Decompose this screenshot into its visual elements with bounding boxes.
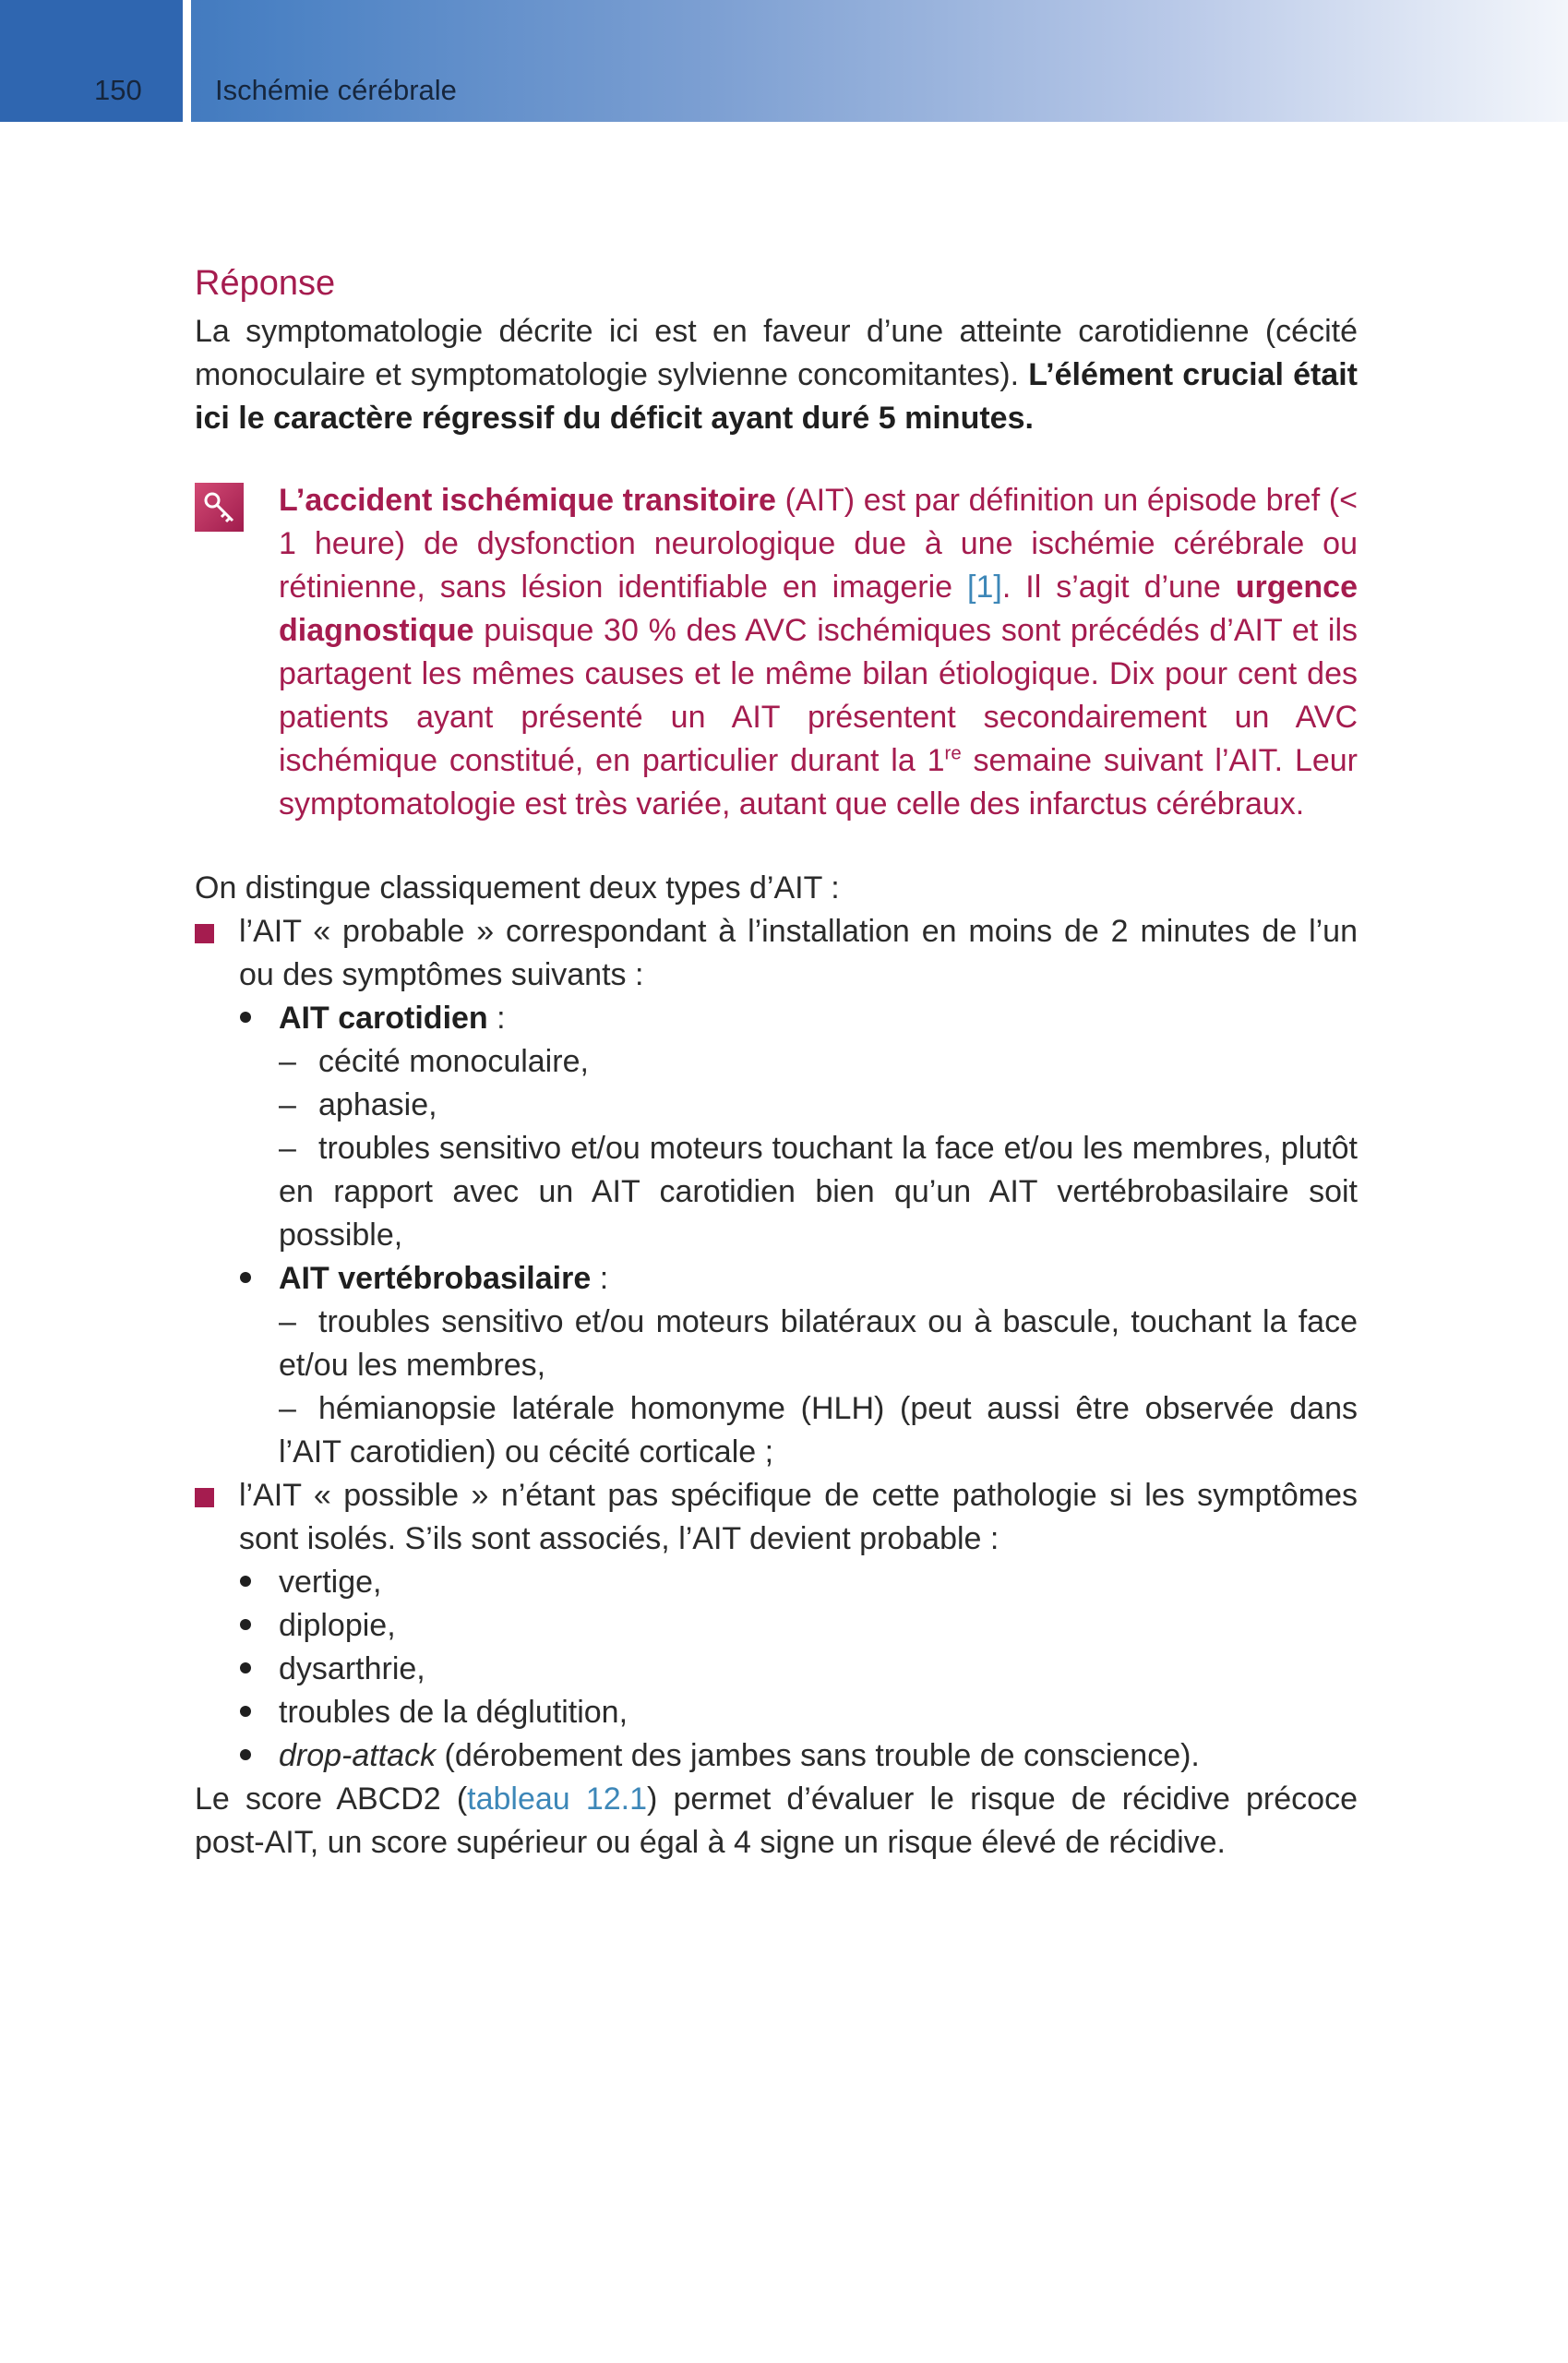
carotid-suffix: : [487,1001,506,1036]
list-item [279,1084,1358,1127]
probable-sublist [195,997,1358,1474]
list-item-carotid [279,997,1358,1257]
dash-icon: – [279,1131,296,1166]
symptom-text: cécité monoculaire, [318,1044,589,1079]
page-content [195,260,1358,1865]
bullet-dot-icon [240,1706,251,1717]
keypoint-box [195,479,1358,826]
response-bold-text: L’élément crucial était ici le caractère régressif du déficit ayant duré 5 minutes. [195,357,1358,436]
vertebro-label: AIT vertébrobasilaire [279,1261,592,1296]
symptom-text: vertige, [279,1565,382,1600]
list-item [279,1387,1358,1474]
list-item [279,1301,1358,1387]
bullet-dot-icon [240,1272,251,1283]
keypoint-emphasis: urgence diagnostique [279,570,1358,648]
list-item [279,1604,1358,1648]
square-bullet-icon [195,924,214,943]
keypoint-text-4: semaine suivant l’AIT. Leur symptomatologie est très variée, autant que celle des infarctus cérébraux. [279,743,1358,822]
possible-text [239,1474,1358,1561]
list-item [279,1127,1358,1257]
section-heading-response: Réponse [195,264,336,303]
list-item [279,1040,1358,1084]
list-item [279,1734,1358,1778]
bullet-dot-icon [240,1576,251,1587]
probable-text-content: l’AIT « probable » correspondant à l’installation en moins de 2 minutes de l’un ou des symptômes suivants : [239,914,1358,992]
probable-text [239,910,1358,997]
list-item [279,1648,1358,1691]
abcd2-paragraph [195,1778,1358,1865]
page-number: 150 [0,0,183,122]
list-item [279,1691,1358,1734]
dash-icon: – [279,1391,296,1426]
list-item-possible [195,1474,1358,1561]
bullet-dot-icon [240,1619,251,1630]
list-item [279,1561,1358,1604]
bullet-dot-icon [240,1662,251,1673]
keypoint-paragraph [279,479,1358,826]
symptom-text: (dérobement des jambes sans trouble de conscience). [436,1738,1200,1773]
bullet-dot-icon [240,1749,251,1760]
abcd2-text-1: Le score ABCD2 ( [195,1781,468,1817]
response-text: La symptomatologie décrite ici est en faveur d’une atteinte carotidienne (cécité monoculaire et symptomatologie sylvienne concomitantes). [195,314,1358,392]
symptom-text: hémianopsie latérale homonyme (HLH) (peut aussi être observée dans l’AIT carotidien) ou cécité corticale ; [279,1391,1358,1469]
drop-attack-term: drop-attack [279,1738,437,1773]
types-intro: On distingue classiquement deux types d’AIT : [195,870,840,906]
symptom-text: troubles sensitivo et/ou moteurs touchant la face et/ou les membres, plutôt en rapport avec un AIT carotidien bien qu’un AIT vertébrobasilaire soit possible, [279,1131,1358,1253]
keypoint-text-3: puisque 30 % des AVC ischémiques sont précédés d’AIT et ils partagent les mêmes causes et le même bilan étiologique. Dix pour cent des patients ayant présenté un AIT présentent secondairement un AVC ischémique constitué, en particulier durant la 1 [279,613,1358,778]
dash-icon: – [279,1304,296,1339]
reference-link[interactable]: [1] [967,570,1002,605]
dash-icon: – [279,1087,296,1122]
keypoint-text-1: (AIT) est par définition un épisode bref (< 1 heure) de dysfonction neurologique due à une ischémie cérébrale ou rétinienne, sans lésion identifiable en imagerie [279,483,1358,605]
keypoint-text-2: . Il s’agit d’une [1001,570,1236,605]
abcd2-text-2: ) permet d’évaluer le risque de récidive précoce post-AIT, un score supérieur ou égal à 4 signe un risque élevé de récidive. [195,1781,1358,1860]
table-reference-link[interactable]: tableau 12.1 [467,1781,647,1817]
symptom-text: dysarthrie, [279,1651,425,1686]
carotid-symptoms [279,1040,1358,1257]
possible-text-content: l’AIT « possible » n’étant pas spécifique de cette pathologie si les symptômes sont isolés. S’ils sont associés, l’AIT devient probable : [239,1478,1358,1556]
keypoint-term: L’accident ischémique transitoire [279,483,776,518]
vertebro-suffix: : [591,1261,609,1296]
list-item-vertebrobasilar [279,1257,1358,1474]
symptom-text: troubles de la déglutition, [279,1695,628,1730]
symptom-text: aphasie, [318,1087,437,1122]
symptom-text: troubles sensitivo et/ou moteurs bilatéraux ou à bascule, touchant la face et/ou les membres, [279,1304,1358,1383]
running-title: Ischémie cérébrale [215,74,457,106]
list-item-probable [195,910,1358,997]
square-bullet-icon [195,1488,214,1507]
key-icon [195,483,244,532]
running-header [0,0,1568,122]
symptom-text: diplopie, [279,1608,396,1643]
bullet-dot-icon [240,1012,251,1023]
dash-icon: – [279,1044,296,1079]
carotid-label: AIT carotidien [279,1001,488,1036]
vertebro-symptoms [279,1301,1358,1474]
header-divider [183,0,191,122]
ordinal-superscript: re [944,743,962,764]
possible-sublist [195,1561,1358,1778]
response-paragraph [195,310,1358,440]
